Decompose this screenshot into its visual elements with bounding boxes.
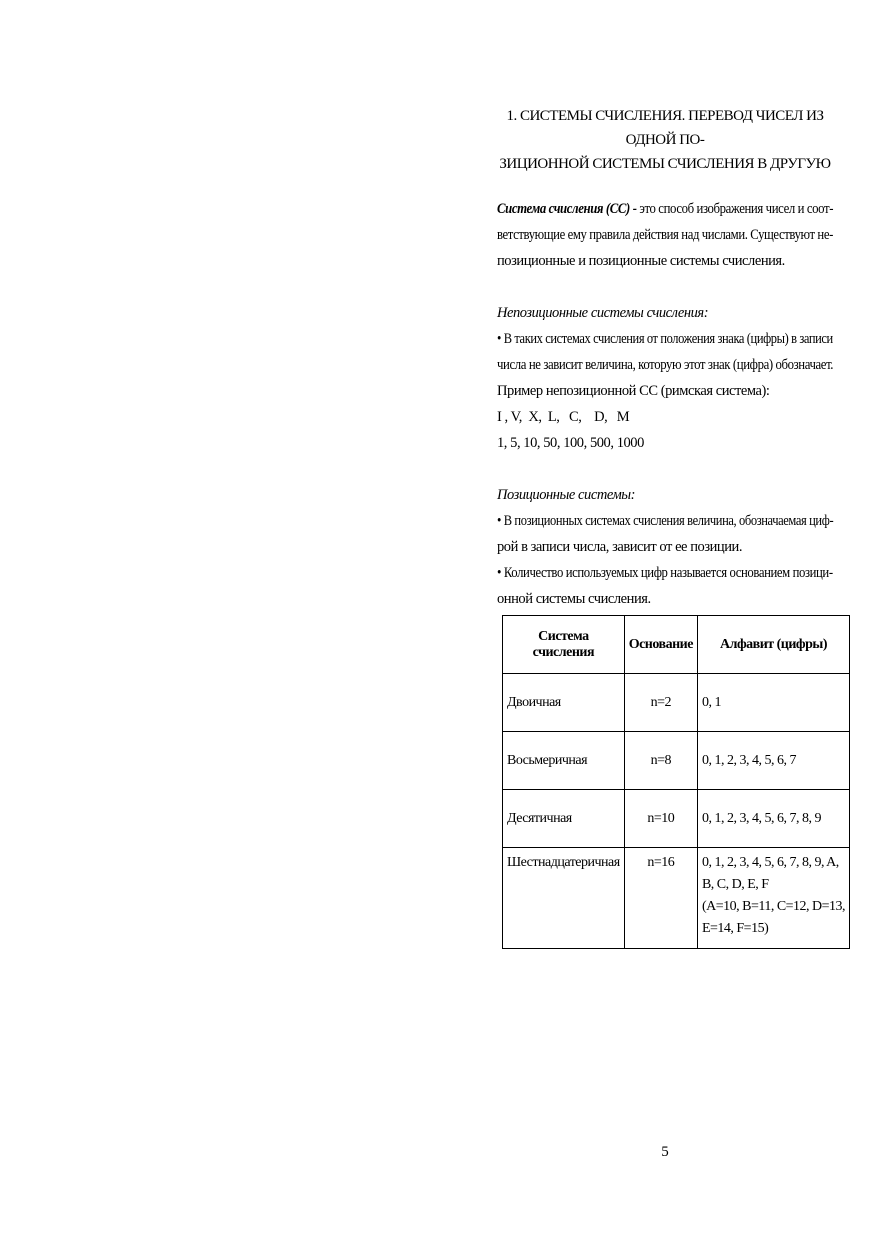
positional-heading: Позиционные системы: [497, 487, 636, 503]
definition-line-3: позиционные и позиционные системы счисления. [497, 253, 785, 269]
header-base: Основание [624, 616, 697, 674]
table-row [503, 790, 850, 848]
row-name: Восьмеричная [503, 732, 625, 790]
section-heading [497, 104, 833, 176]
alphabet-line-2: B, C, D, E, F [701, 877, 769, 892]
positional-bullet-2-line-1: • Количество используемых цифр называется основанием позици- [497, 565, 833, 581]
row-base: n=10 [624, 790, 697, 848]
alphabet-line-4: E=14, F=15) [701, 921, 769, 936]
definition-line-2: ветствующие ему правила действия над числами. Существуют не- [497, 227, 833, 243]
nonpositional-bullet-line-1: • В таких системах счисления от положения знака (цифры) в записи [497, 331, 833, 347]
definition-term: Система счисления (СС) - [497, 201, 637, 217]
heading-line-1: 1. СИСТЕМЫ СЧИСЛЕНИЯ. ПЕРЕВОД ЧИСЕЛ ИЗ ОДНОЙ ПО- [506, 108, 824, 148]
alphabet-line-3: (A=10, B=11, C=12, D=13, [701, 899, 846, 914]
header-alphabet: Алфавит (цифры) [697, 616, 849, 674]
row-name: Двоичная [503, 674, 625, 732]
row-alphabet: 0, 1 [697, 674, 849, 732]
nonpositional-bullet-line-2: числа не зависит величина, которую этот знак (цифра) обозначает. [497, 357, 834, 373]
positional-bullet-1-line-2: рой в записи числа, зависит от ее позиции. [497, 539, 743, 555]
roman-values: 1, 5, 10, 50, 100, 500, 1000 [497, 435, 644, 451]
row-base: n=8 [624, 732, 697, 790]
row-alphabet: 0, 1, 2, 3, 4, 5, 6, 7 [697, 732, 849, 790]
table-row [503, 732, 850, 790]
table-row [503, 848, 850, 949]
alphabet-line-1: 0, 1, 2, 3, 4, 5, 6, 7, 8, 9, A, [701, 855, 839, 870]
positional-bullet-1-line-1: • В позиционных системах счисления величина, обозначаемая циф- [497, 513, 834, 529]
definition-text-1: это способ изображения чисел и соот- [636, 201, 834, 217]
roman-example: Пример непозиционной СС (римская система): [497, 383, 770, 399]
row-alphabet: 0, 1, 2, 3, 4, 5, 6, 7, 8, 9 [697, 790, 849, 848]
row-name: Десятичная [503, 790, 625, 848]
definition-line-1 [497, 196, 834, 222]
row-alphabet [697, 848, 849, 949]
row-name: Шестнадцатеричная [503, 848, 625, 949]
nonpositional-heading: Непозиционные системы счисления: [497, 305, 709, 321]
page-number: 5 [661, 1144, 669, 1160]
positional-section [497, 482, 833, 612]
text-column [497, 104, 833, 612]
row-base: n=2 [624, 674, 697, 732]
definition-paragraph [497, 196, 833, 274]
row-base: n=16 [624, 848, 697, 949]
heading-line-2: ЗИЦИОННОЙ СИСТЕМЫ СЧИСЛЕНИЯ В ДРУГУЮ [499, 156, 831, 172]
nonpositional-section [497, 300, 833, 456]
positional-bullet-2-line-2: онной системы счисления. [497, 591, 651, 607]
table-row [503, 674, 850, 732]
roman-symbols: I , V, X, L, C, D, M [497, 409, 630, 425]
header-system: Система счисления [503, 616, 625, 674]
number-systems-table [502, 615, 850, 949]
table-header-row [503, 616, 850, 674]
